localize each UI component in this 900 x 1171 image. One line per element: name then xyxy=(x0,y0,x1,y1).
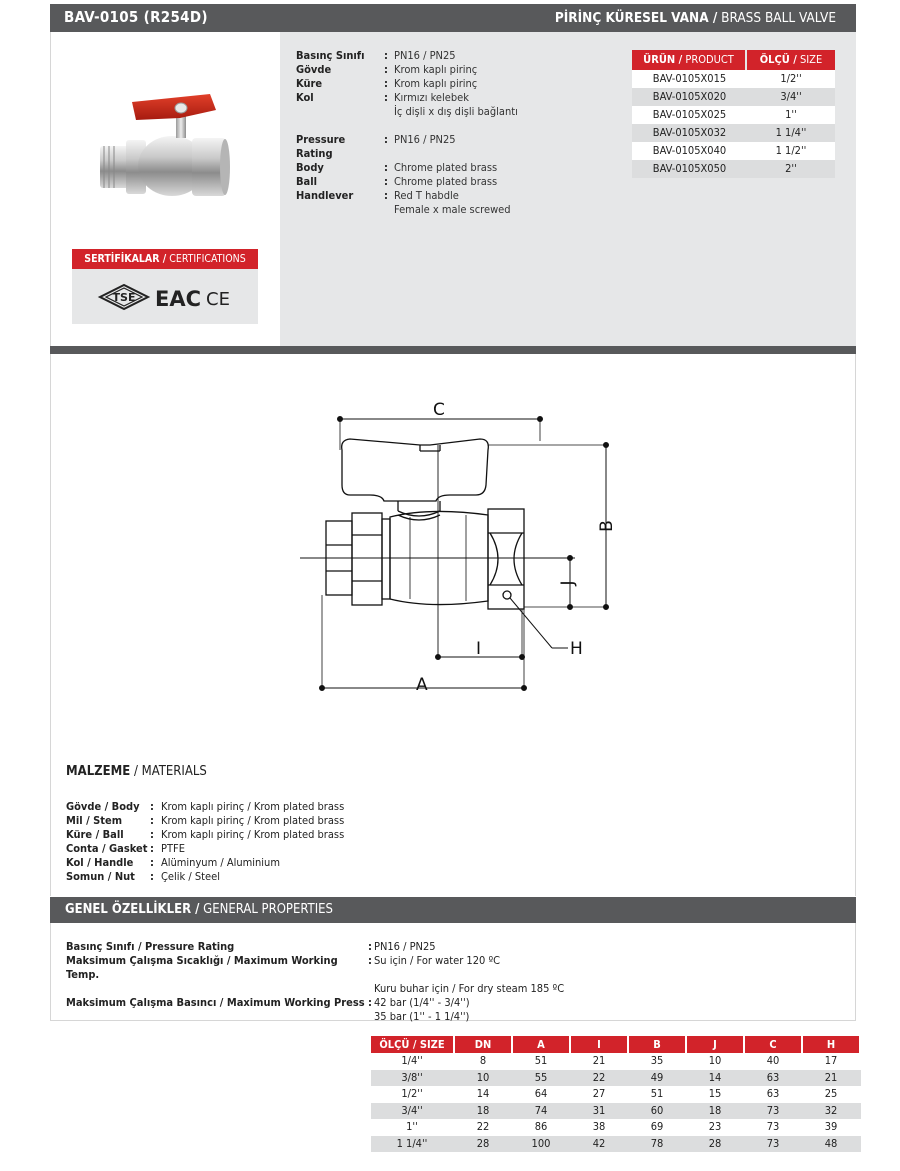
section-divider xyxy=(50,346,856,354)
dimension-column-header: DN xyxy=(455,1036,511,1053)
dimension-cell: 55 xyxy=(534,1070,548,1084)
dimension-cell: 86 xyxy=(534,1120,548,1133)
product-column-header: ÜRÜN / PRODUCT xyxy=(632,50,745,70)
dimension-column-header: ÖLÇÜ / SIZE xyxy=(371,1036,453,1053)
dim-label-i: I xyxy=(476,639,482,659)
spec-value: PN16 / PN25 xyxy=(374,940,436,953)
table-row xyxy=(632,106,835,124)
spec-label: Body xyxy=(296,161,324,174)
spec-row xyxy=(296,49,518,63)
product-code-cell: BAV-0105X040 xyxy=(652,144,727,157)
dimension-cell: 27 xyxy=(592,1087,606,1100)
spec-value: Krom kaplı pirinç xyxy=(394,63,478,76)
product-code-cell: BAV-0105X015 xyxy=(652,72,727,85)
dimension-cell: 1'' xyxy=(406,1120,418,1133)
table-row xyxy=(371,1103,861,1120)
spec-value: Krom kaplı pirinç / Krom plated brass xyxy=(161,800,345,813)
materials-title: MALZEME / MATERIALS xyxy=(66,764,207,779)
specs-english xyxy=(296,133,511,217)
material-row xyxy=(66,842,344,856)
spec-value: Krom kaplı pirinç / Krom plated brass xyxy=(161,828,345,841)
table-row xyxy=(371,1070,861,1087)
dimension-cell: 1/2'' xyxy=(401,1087,423,1100)
dimension-cell: 22 xyxy=(476,1120,490,1133)
dimension-cell: 14 xyxy=(476,1087,490,1100)
spec-label: Conta / Gasket xyxy=(66,842,148,855)
dimension-cell: 73 xyxy=(766,1103,780,1117)
dimension-cell: 28 xyxy=(476,1136,490,1150)
spec-colon: : xyxy=(150,870,154,883)
dimension-column-header: B xyxy=(629,1036,685,1053)
spec-label: Küre / Ball xyxy=(66,828,124,841)
spec-row xyxy=(296,105,518,119)
technical-drawing xyxy=(290,395,630,705)
spec-value: Su için / For water 120 ºC xyxy=(374,954,501,967)
dimension-cell: 10 xyxy=(708,1054,722,1067)
dimension-cell: 25 xyxy=(824,1087,838,1100)
dim-label-a: A xyxy=(416,675,428,695)
dimension-cell: 8 xyxy=(479,1054,487,1067)
spec-value: 42 bar (1/4'' - 3/4'') xyxy=(374,996,470,1009)
spec-label: Maksimum Çalışma Sıcaklığı / Maximum Working Temp. xyxy=(66,954,338,981)
spec-colon: : xyxy=(150,814,154,827)
svg-text:TSE: TSE xyxy=(112,291,136,304)
dimension-cell: 63 xyxy=(766,1070,780,1084)
spec-row xyxy=(296,63,518,77)
dimension-cell: 40 xyxy=(766,1054,780,1067)
dimension-cell: 32 xyxy=(824,1103,838,1117)
svg-text:CE: CE xyxy=(206,289,230,310)
dimension-cell: 31 xyxy=(592,1103,606,1117)
dimension-column-header: H xyxy=(803,1036,859,1053)
ce-logo xyxy=(206,289,230,310)
spec-row xyxy=(296,175,511,189)
size-cell: 1'' xyxy=(785,108,797,121)
eac-logo xyxy=(155,287,201,311)
page-header xyxy=(50,4,856,32)
material-row xyxy=(66,800,344,814)
property-row xyxy=(66,982,564,996)
spec-colon: : xyxy=(368,940,372,953)
certifications-box xyxy=(72,249,258,324)
dimension-cell: 23 xyxy=(708,1120,722,1133)
size-cell: 2'' xyxy=(785,162,797,175)
spec-value: PTFE xyxy=(161,842,185,855)
dimension-cell: 73 xyxy=(766,1136,780,1150)
dimension-cell: 39 xyxy=(824,1120,838,1133)
dimension-cell: 42 xyxy=(592,1136,606,1150)
materials-list xyxy=(66,800,344,884)
spec-row xyxy=(296,91,518,105)
spec-colon: : xyxy=(384,91,388,104)
spec-row xyxy=(296,77,518,91)
material-row xyxy=(66,870,344,884)
property-row xyxy=(66,1010,564,1024)
spec-colon xyxy=(384,203,394,217)
handle-outline xyxy=(342,439,489,501)
spec-colon: : xyxy=(384,175,388,188)
spec-value: Female x male screwed xyxy=(394,203,511,216)
spec-value: Red T habdle xyxy=(394,189,459,202)
dim-label-b: B xyxy=(597,520,617,532)
spec-value: PN16 / PN25 xyxy=(394,49,456,62)
spec-label: Basınç Sınıfı xyxy=(296,49,365,62)
spec-value: Çelik / Steel xyxy=(161,870,220,883)
dimension-cell: 1/4'' xyxy=(401,1054,423,1067)
size-cell: 3/4'' xyxy=(780,90,802,103)
spec-label xyxy=(66,1010,368,1024)
spec-colon xyxy=(384,105,394,119)
spec-colon: : xyxy=(150,856,154,869)
dimension-cell: 28 xyxy=(708,1136,722,1150)
table-row xyxy=(371,1086,861,1103)
dimension-table xyxy=(371,1036,861,1152)
spec-row xyxy=(296,133,511,161)
dim-label-j: J xyxy=(558,580,578,586)
table-row xyxy=(371,1053,861,1070)
spec-row xyxy=(296,203,511,217)
spec-value: Kırmızı kelebek xyxy=(394,91,469,104)
product-code-cell: BAV-0105X032 xyxy=(652,126,727,139)
spec-value: Chrome plated brass xyxy=(394,175,498,188)
dimension-cell: 74 xyxy=(534,1103,548,1117)
spec-label: Handlever xyxy=(296,189,354,202)
product-size-table xyxy=(632,50,835,178)
product-code-cell: BAV-0105X025 xyxy=(652,108,727,121)
certification-logos xyxy=(72,277,258,317)
dimension-cell: 64 xyxy=(534,1087,548,1100)
spec-value: İç dişli x dış dişli bağlantı xyxy=(394,105,518,118)
dimension-cell: 49 xyxy=(650,1070,664,1084)
spec-colon: : xyxy=(384,49,388,62)
spec-label xyxy=(296,203,384,217)
table-row xyxy=(632,142,835,160)
dimension-column-header: C xyxy=(745,1036,801,1053)
size-cell: 1/2'' xyxy=(780,72,802,85)
spec-value: Krom kaplı pirinç xyxy=(394,77,478,90)
certifications-title: SERTİFİKALAR / CERTIFICATIONS xyxy=(72,249,258,269)
material-row xyxy=(66,856,344,870)
dimension-cell: 35 xyxy=(650,1054,664,1067)
dimension-cell: 15 xyxy=(708,1087,722,1100)
table-row xyxy=(632,124,835,142)
dimension-cell: 10 xyxy=(476,1070,490,1084)
spec-label: Kol / Handle xyxy=(66,856,134,869)
table-row xyxy=(632,70,835,88)
dimension-cell: 73 xyxy=(766,1120,780,1133)
dimension-cell: 21 xyxy=(592,1054,606,1067)
dimension-cell: 78 xyxy=(650,1136,664,1150)
spec-value: Kuru buhar için / For dry steam 185 ºC xyxy=(374,982,565,995)
dimension-cell: 3/8'' xyxy=(401,1070,423,1084)
spec-row xyxy=(296,161,511,175)
dimension-cell: 38 xyxy=(592,1120,606,1133)
dimension-cell: 22 xyxy=(592,1070,606,1084)
dimension-cell: 60 xyxy=(650,1103,664,1117)
table-row xyxy=(632,88,835,106)
dimension-column-header: A xyxy=(513,1036,569,1053)
spec-label: Somun / Nut xyxy=(66,870,135,883)
spec-colon: : xyxy=(384,161,388,174)
property-row xyxy=(66,954,564,982)
tse-logo xyxy=(100,285,148,309)
spec-label: Küre xyxy=(296,77,323,90)
spec-colon: : xyxy=(384,77,388,90)
dimension-cell: 21 xyxy=(824,1070,838,1084)
dimension-cell: 48 xyxy=(824,1136,838,1150)
spec-label xyxy=(66,982,368,996)
material-row xyxy=(66,828,344,842)
size-column-header: ÖLÇÜ / SIZE xyxy=(747,50,835,70)
spec-value: Krom kaplı pirinç / Krom plated brass xyxy=(161,814,345,827)
dimension-cell: 100 xyxy=(531,1136,551,1150)
product-code-cell: BAV-0105X050 xyxy=(652,162,727,175)
spec-colon: : xyxy=(384,63,388,76)
property-row xyxy=(66,996,564,1010)
spec-colon: : xyxy=(368,996,372,1009)
property-row xyxy=(66,940,564,954)
spec-label: Mil / Stem xyxy=(66,814,123,827)
spec-label: Pressure Rating xyxy=(296,133,346,160)
specs-turkish xyxy=(296,49,518,119)
table-row xyxy=(371,1136,861,1153)
spec-row xyxy=(296,189,511,203)
spec-label: Gövde xyxy=(296,63,332,76)
dimension-cell: 1 1/4'' xyxy=(396,1136,428,1150)
svg-text:EAC: EAC xyxy=(154,287,202,311)
dimension-cell: 3/4'' xyxy=(401,1103,423,1117)
size-cell: 1 1/4'' xyxy=(775,126,807,139)
spec-colon: : xyxy=(384,133,388,146)
dimension-cell: 51 xyxy=(650,1087,664,1100)
dimension-cell: 17 xyxy=(824,1054,838,1067)
dimension-column-header: I xyxy=(571,1036,627,1053)
spec-colon: : xyxy=(150,828,154,841)
size-cell: 1 1/2'' xyxy=(775,144,807,157)
dimension-cell: 14 xyxy=(708,1070,722,1084)
dimension-cell: 18 xyxy=(708,1103,722,1117)
spec-label: Gövde / Body xyxy=(66,800,140,813)
spec-value: 35 bar (1'' - 1 1/4'') xyxy=(374,1010,470,1023)
dimension-cell: 63 xyxy=(766,1087,780,1100)
product-type: PİRİNÇ KÜRESEL VANA / BRASS BALL VALVE xyxy=(554,10,836,26)
spec-value: Alüminyum / Aluminium xyxy=(161,856,280,869)
dimension-column-header: J xyxy=(687,1036,743,1053)
spec-label xyxy=(296,105,384,119)
spec-value: Chrome plated brass xyxy=(394,161,498,174)
product-code-cell: BAV-0105X020 xyxy=(652,90,727,103)
spec-colon: : xyxy=(150,800,154,813)
spec-label: Ball xyxy=(296,175,317,188)
dim-label-c: C xyxy=(433,400,445,420)
table-row xyxy=(371,1119,861,1136)
spec-value: PN16 / PN25 xyxy=(394,133,456,146)
general-properties-header: GENEL ÖZELLİKLER / GENERAL PROPERTIES xyxy=(50,897,856,923)
product-code: BAV-0105 (R254D) xyxy=(64,8,208,26)
product-photo xyxy=(92,88,232,203)
spec-colon: : xyxy=(368,954,372,967)
general-properties-list xyxy=(66,940,564,1024)
spec-colon: : xyxy=(384,189,388,202)
dimension-cell: 18 xyxy=(476,1103,490,1117)
dim-label-h: H xyxy=(570,639,583,659)
spec-label: Maksimum Çalışma Basıncı / Maximum Working Press xyxy=(66,996,365,1009)
dimension-cell: 69 xyxy=(650,1120,664,1133)
spec-colon: : xyxy=(150,842,154,855)
dimension-cell: 51 xyxy=(534,1054,548,1067)
table-row xyxy=(632,160,835,178)
spec-label: Basınç Sınıfı / Pressure Rating xyxy=(66,940,235,953)
material-row xyxy=(66,814,344,828)
spec-label: Kol xyxy=(296,91,314,104)
